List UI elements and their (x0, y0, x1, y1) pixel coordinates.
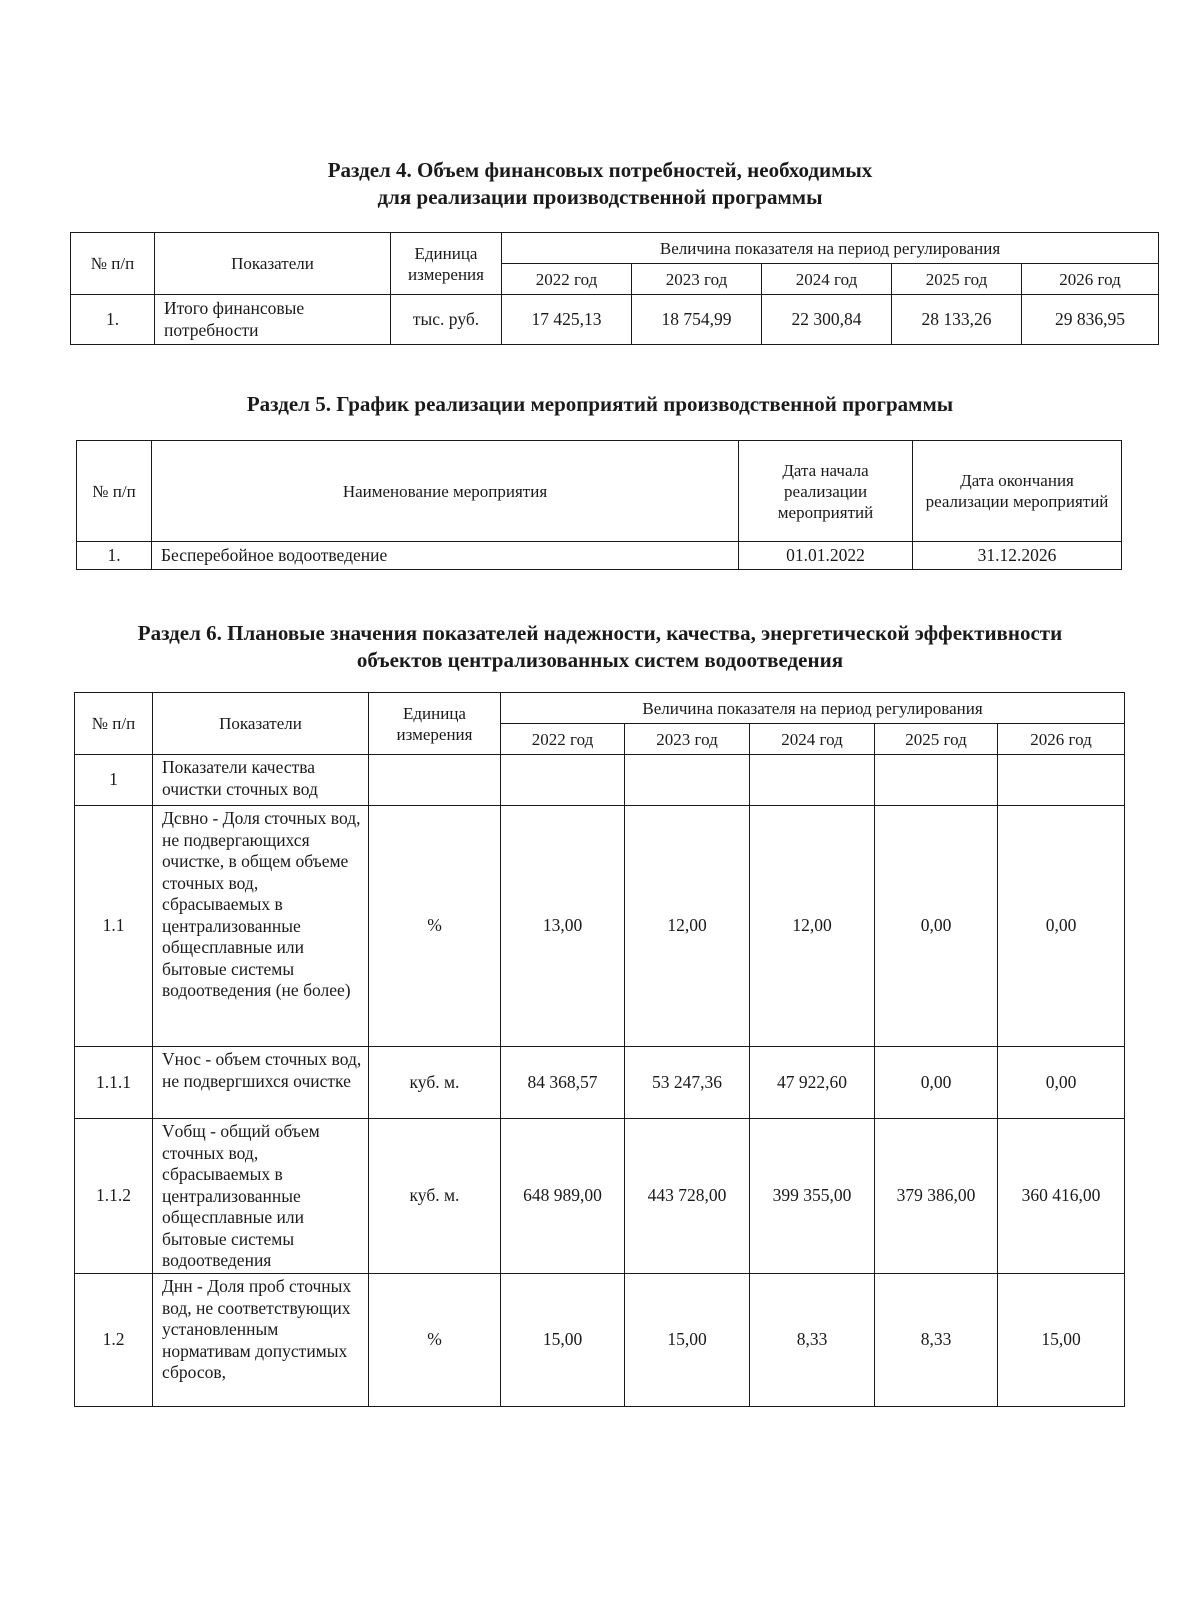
table-row (75, 755, 1125, 806)
section4-title-line2: для реализации производственной программы (377, 185, 823, 209)
row-value: 22 300,84 (762, 295, 892, 345)
row-unit: тыс. руб. (391, 295, 502, 345)
row-value: 0,00 (998, 1047, 1125, 1119)
row-num: 1.1.2 (75, 1119, 153, 1274)
row-value: 12,00 (750, 806, 875, 1047)
row-value: 28 133,26 (892, 295, 1022, 345)
row-value: 8,33 (750, 1274, 875, 1407)
row-indicator: Vнос - объем сточных вод, не подвергшихся очистке (153, 1047, 369, 1119)
row-value (625, 755, 750, 806)
row-value: 379 386,00 (875, 1119, 998, 1274)
section4-title-line1: Раздел 4. Объем финансовых потребностей, необходимых (327, 158, 873, 182)
row-value: 15,00 (998, 1274, 1125, 1407)
row-indicator: Vобщ - общий объем сточных вод, сбрасываемых в централизованные общесплавные или бытовые системы водоотведения (153, 1119, 369, 1274)
row-unit: % (369, 1274, 501, 1407)
table-row (77, 542, 1122, 570)
row-indicator: Итого финансовые потребности (155, 295, 391, 345)
row-value (998, 755, 1125, 806)
row-value: 15,00 (625, 1274, 750, 1407)
table-row (75, 806, 1125, 1047)
header-unit: Единица измерения (391, 233, 502, 295)
row-value: 0,00 (875, 1047, 998, 1119)
row-num: 1. (71, 295, 155, 345)
header-year: 2025 год (892, 264, 1022, 295)
section6-indicators-table (74, 692, 1125, 1407)
row-num: 1.1.1 (75, 1047, 153, 1119)
row-end-date: 31.12.2026 (913, 542, 1122, 570)
row-value: 84 368,57 (501, 1047, 625, 1119)
header-num: № п/п (71, 233, 155, 295)
row-num: 1.1 (75, 806, 153, 1047)
row-value: 53 247,36 (625, 1047, 750, 1119)
header-year: 2023 год (632, 264, 762, 295)
header-year: 2023 год (625, 724, 750, 755)
row-value: 18 754,99 (632, 295, 762, 345)
header-year: 2024 год (750, 724, 875, 755)
row-value: 47 922,60 (750, 1047, 875, 1119)
row-start-date: 01.01.2022 (739, 542, 913, 570)
row-indicator: Дсвно - Доля сточных вод, не подвергающихся очистке, в общем объеме сточных вод, сбрасываемых в централизованные общесплавные или бытовые системы водоотведения (не более) (153, 806, 369, 1047)
header-period: Величина показателя на период регулирования (501, 693, 1125, 724)
row-unit: куб. м. (369, 1119, 501, 1274)
table-row (75, 1047, 1125, 1119)
row-unit: куб. м. (369, 1047, 501, 1119)
header-period: Величина показателя на период регулирования (502, 233, 1159, 264)
row-value: 29 836,95 (1022, 295, 1159, 345)
row-value (750, 755, 875, 806)
row-value: 443 728,00 (625, 1119, 750, 1274)
row-value: 8,33 (875, 1274, 998, 1407)
row-num: 1 (75, 755, 153, 806)
row-value: 15,00 (501, 1274, 625, 1407)
row-value: 399 355,00 (750, 1119, 875, 1274)
header-start-date: Дата начала реализации мероприятий (739, 441, 913, 542)
row-value: 13,00 (501, 806, 625, 1047)
header-year: 2026 год (1022, 264, 1159, 295)
row-activity-name: Бесперебойное водоотведение (152, 542, 739, 570)
section6-title-line1: Раздел 6. Плановые значения показателей надежности, качества, энергетической эффективности (137, 621, 1063, 645)
section4-title (0, 157, 1200, 211)
section6-title (0, 620, 1200, 674)
header-year: 2025 год (875, 724, 998, 755)
row-value: 12,00 (625, 806, 750, 1047)
row-unit: % (369, 806, 501, 1047)
section5-schedule-table (76, 440, 1122, 570)
header-year: 2026 год (998, 724, 1125, 755)
row-value: 0,00 (875, 806, 998, 1047)
row-num: 1. (77, 542, 152, 570)
row-value (875, 755, 998, 806)
header-indicator: Показатели (153, 693, 369, 755)
header-unit: Единица измерения (369, 693, 501, 755)
row-unit (369, 755, 501, 806)
header-year: 2024 год (762, 264, 892, 295)
row-indicator: Показатели качества очистки сточных вод (153, 755, 369, 806)
row-value (501, 755, 625, 806)
header-num: № п/п (77, 441, 152, 542)
row-value: 0,00 (998, 806, 1125, 1047)
row-indicator: Днн - Доля проб сточных вод, не соответствующих установленным нормативам допустимых сбросов, (153, 1274, 369, 1407)
header-year: 2022 год (501, 724, 625, 755)
row-value: 648 989,00 (501, 1119, 625, 1274)
table-row (75, 1119, 1125, 1274)
header-year: 2022 год (502, 264, 632, 295)
section5-title: Раздел 5. График реализации мероприятий производственной программы (246, 392, 954, 416)
header-end-date: Дата окончания реализации мероприятий (913, 441, 1122, 542)
row-value: 360 416,00 (998, 1119, 1125, 1274)
table-row (75, 1274, 1125, 1407)
header-indicator: Показатели (155, 233, 391, 295)
header-activity-name: Наименование мероприятия (152, 441, 739, 542)
header-num: № п/п (75, 693, 153, 755)
table-row (71, 295, 1159, 345)
row-value: 17 425,13 (502, 295, 632, 345)
section6-title-line2: объектов централизованных систем водоотведения (356, 648, 844, 672)
row-num: 1.2 (75, 1274, 153, 1407)
section4-financial-table (70, 232, 1159, 345)
